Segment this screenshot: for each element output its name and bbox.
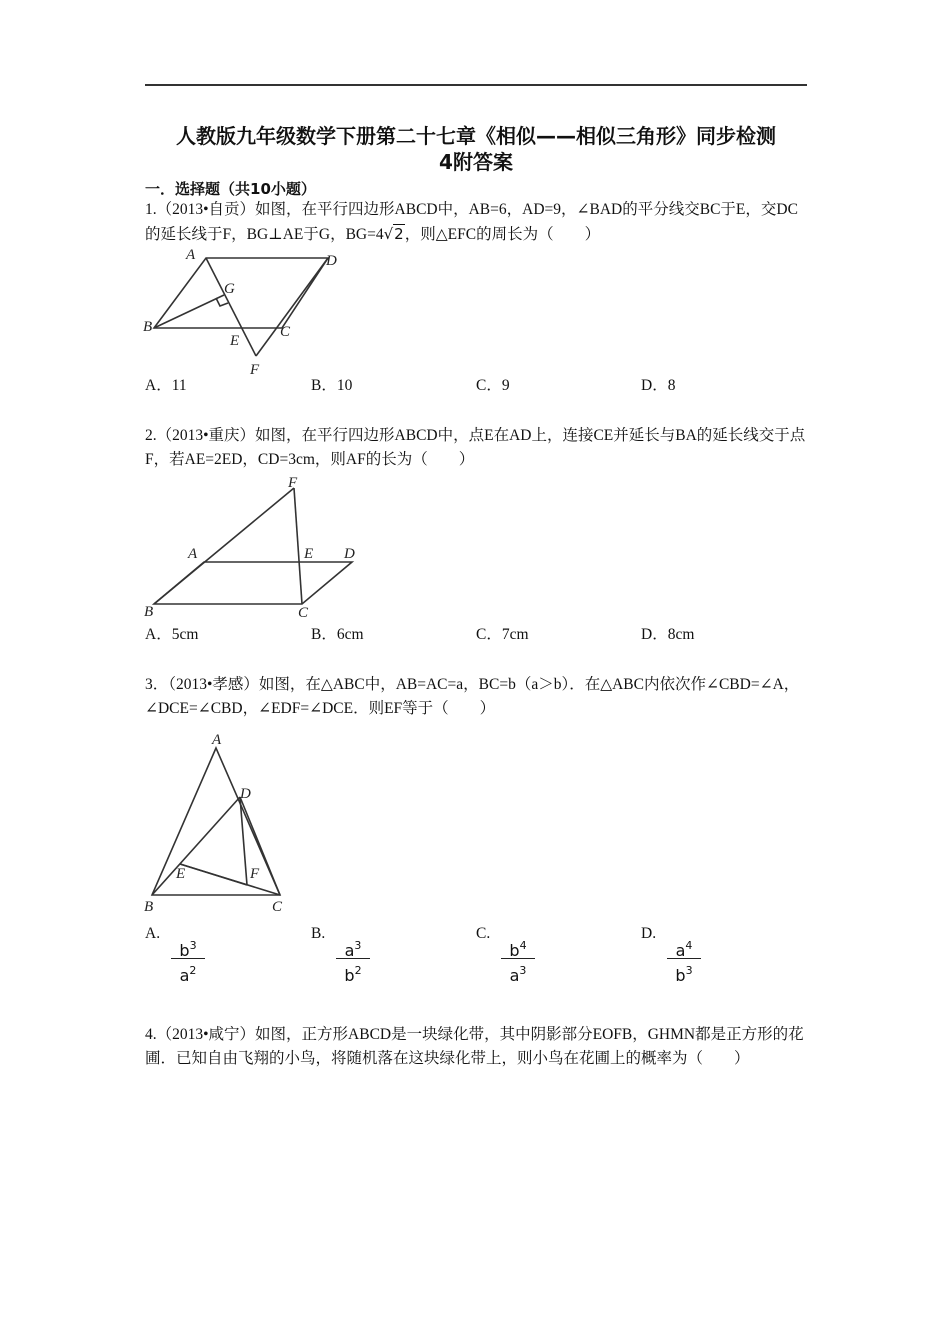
question-4-text: 4.（2013•咸宁）如图，正方形ABCD是一块绿化带，其中阴影部分EOFB，GHMN都是正方形的花圃．已知自由飞翔的小鸟，将随机落在这块绿化带上，则小鸟在花圃上的概率为（ ） <box>145 1026 804 1067</box>
q3-option-d-letter[interactable]: D. <box>641 925 657 942</box>
question-1-text-after: ，则△EFC的周长为（ ） <box>404 226 601 243</box>
q2-option-d[interactable]: D．8cm <box>641 626 695 643</box>
q2-option-c[interactable]: C．7cm <box>476 626 529 643</box>
label-d: D <box>240 786 251 802</box>
sqrt-symbol: √2 <box>383 225 404 243</box>
numerator: $a^3$ <box>344 939 362 960</box>
question-2-figure <box>140 472 370 622</box>
label-b: B <box>144 604 154 620</box>
numerator: $b^3$ <box>179 939 197 960</box>
line-df <box>256 258 328 356</box>
q3-option-c-fraction[interactable] <box>501 935 535 985</box>
label-c: C <box>280 324 291 340</box>
label-c: C <box>272 899 283 915</box>
q1-option-a[interactable]: A．11 <box>145 377 187 394</box>
line-ef <box>180 864 247 885</box>
question-3-figure <box>140 728 300 918</box>
label-c: C <box>298 605 309 621</box>
parallelogram-abcd <box>154 562 352 604</box>
q1-option-d[interactable]: D．8 <box>641 377 676 394</box>
q1-option-c[interactable]: C．9 <box>476 377 510 394</box>
q3-option-b-letter[interactable]: B. <box>311 925 326 942</box>
question-1-figure <box>140 248 350 378</box>
label-b: B <box>144 899 154 915</box>
question-3-text: 3．（2013•孝感）如图，在△ABC中，AB=AC=a，BC=b（a＞b）．在△ABC内依次作∠CBD=∠A，∠DCE=∠CBD，∠EDF=∠DCE．则EF等于（ ） <box>145 676 800 717</box>
numerator: $b^4$ <box>509 939 527 960</box>
q3-option-a-fraction[interactable] <box>171 935 205 985</box>
label-f: F <box>288 475 298 491</box>
label-d: D <box>344 546 355 562</box>
question-1-text <box>145 198 807 247</box>
label-a: A <box>188 546 198 562</box>
label-e: E <box>176 866 186 882</box>
question-1-text-before: 1.（2013•自贡）如图，在平行四边形ABCD中，AB=6，AD=9，∠BAD的平分线交BC于E，交DC的延长线于F，BG⊥AE于G，BG= <box>145 201 798 243</box>
label-a: A <box>186 247 196 263</box>
denominator: $b^3$ <box>675 964 693 985</box>
label-f: F <box>250 362 260 378</box>
question-1-bg-value: 4√2 <box>376 226 405 243</box>
document-title-line1: 人教版九年级数学下册第二十七章《相似——相似三角形》同步检测 <box>176 124 776 148</box>
line-fc <box>294 488 302 604</box>
label-g: G <box>224 281 235 297</box>
section-heading: 一．选择题（共10小题） <box>145 180 316 198</box>
line-bg <box>154 295 224 328</box>
denominator: $a^3$ <box>509 964 527 985</box>
denominator: $b^2$ <box>344 964 362 985</box>
q3-option-d-fraction[interactable] <box>667 935 701 985</box>
q2-option-b[interactable]: B．6cm <box>311 626 364 643</box>
line-bf <box>154 488 294 604</box>
label-d: D <box>326 253 337 269</box>
denominator: $a^2$ <box>179 964 197 985</box>
label-e: E <box>230 333 240 349</box>
q2-option-a[interactable]: A．5cm <box>145 626 199 643</box>
q3-option-b-fraction[interactable] <box>336 935 370 985</box>
label-f: F <box>250 866 260 882</box>
q3-option-c-letter[interactable]: C. <box>476 925 491 942</box>
numerator: $a^4$ <box>675 939 693 960</box>
label-e: E <box>304 546 314 562</box>
q1-option-b[interactable]: B．10 <box>311 377 353 394</box>
question-2-text: 2.（2013•重庆）如图，在平行四边形ABCD中，点E在AD上，连接CE并延长与BA的延长线交于点F，若AE=2ED，CD=3cm，则AF的长为（ ） <box>145 427 806 468</box>
header-rule <box>145 84 807 86</box>
document-title-line2: 4附答案 <box>439 150 513 174</box>
label-a: A <box>212 732 222 748</box>
label-b: B <box>143 319 153 335</box>
q3-option-a-letter[interactable]: A. <box>145 925 161 942</box>
line-bd <box>152 797 240 895</box>
